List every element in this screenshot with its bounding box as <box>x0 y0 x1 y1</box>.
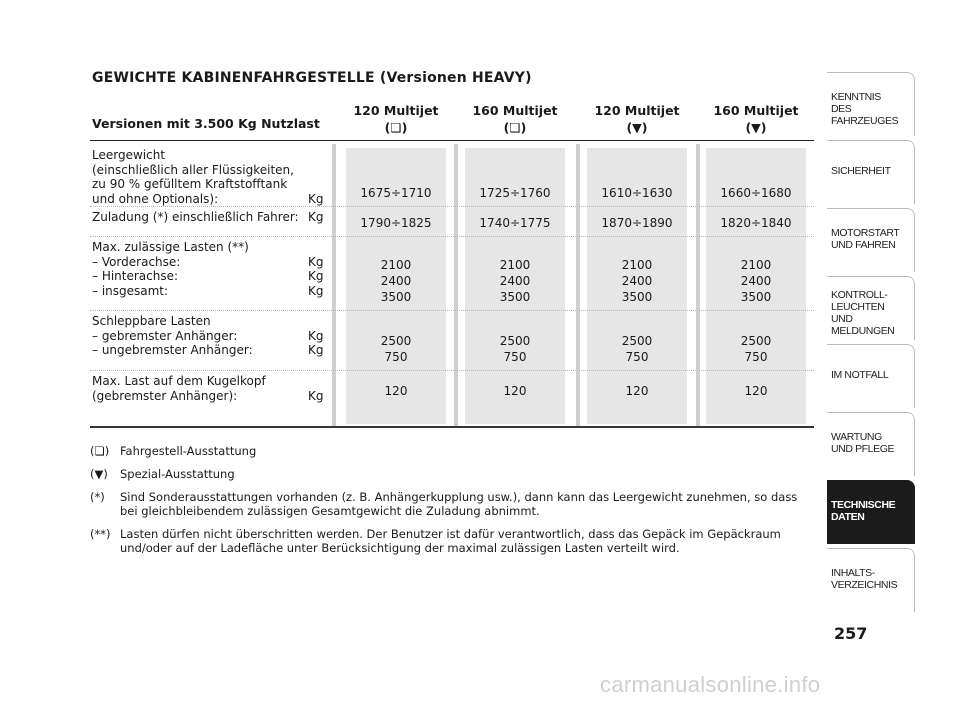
table-cell: 2100 <box>740 258 772 272</box>
row-label-line: – gebremster Anhänger: <box>92 328 238 343</box>
sidebar-tab-label: LEUCHTEN <box>831 301 885 313</box>
table-cell: 1790÷1825 <box>360 216 432 230</box>
table-cell: 120 <box>384 384 408 398</box>
row-label-line: – insgesamt: <box>92 283 169 298</box>
footnote <box>90 444 810 458</box>
table-cell: 2100 <box>621 258 653 272</box>
table-cell: 1610÷1630 <box>601 186 673 200</box>
row-label-line: (gebremster Anhänger): <box>92 388 238 403</box>
row-unit: Kg <box>308 254 324 269</box>
sidebar-tab-label: INHALTS- <box>831 567 875 579</box>
footnotes <box>90 444 810 564</box>
row-rule <box>90 206 814 207</box>
sidebar-tab-im-notfall[interactable] <box>827 344 915 408</box>
sidebar-tab-label: TECHNISCHE <box>831 499 896 511</box>
table-cell: 3500 <box>380 290 412 304</box>
sidebar-tab-label: UND PFLEGE <box>831 443 895 455</box>
page-number: 257 <box>834 624 868 643</box>
row-label-line: Schleppbare Lasten <box>92 314 211 328</box>
table-cell: 750 <box>625 350 649 364</box>
sidebar-tab-label: SICHERHEIT <box>831 165 891 177</box>
row-label-line: (einschließlich aller Flüssigkeiten, <box>92 162 294 177</box>
row-label-line: Zuladung (*) einschließlich Fahrer: <box>92 210 299 224</box>
sidebar-tab-label: MOTORSTART <box>831 227 900 239</box>
footnote-symbol: (*) <box>90 490 105 504</box>
sidebar-tab-label: UND MELDUNGEN <box>831 313 895 337</box>
sidebar-tab-label: DATEN <box>831 511 865 523</box>
sidebar-tab-label: IM NOTFALL <box>831 369 889 381</box>
column-header-model: 120 Multijet <box>353 103 439 118</box>
column-header <box>577 102 697 136</box>
table-cell: 2100 <box>499 258 531 272</box>
row-rule <box>90 370 814 371</box>
column-header-model: 160 Multijet <box>713 103 799 118</box>
table-cell: 1870÷1890 <box>601 216 673 230</box>
row-unit: Kg <box>308 328 324 343</box>
table-cell: 2500 <box>499 334 531 348</box>
table-cell: 2400 <box>740 274 772 288</box>
sidebar-tab-kenntnis-des-fahrzeuges[interactable] <box>827 72 915 136</box>
column-header-variant: (❏) <box>503 120 527 135</box>
header-rule <box>90 140 814 141</box>
footnote-text: Fahrgestell-Ausstattung <box>120 444 257 458</box>
footnote <box>90 467 810 481</box>
version-label: Versionen mit 3.500 Kg Nutzlast <box>92 116 320 131</box>
footnote <box>90 527 810 555</box>
table-cell: 2400 <box>380 274 412 288</box>
footnote-symbol: (**) <box>90 527 111 541</box>
sidebar-tab-label: WARTUNG <box>831 431 882 443</box>
table-cell: 1660÷1680 <box>720 186 792 200</box>
sidebar-tab-sicherheit[interactable] <box>827 140 915 204</box>
row-rule <box>90 236 814 237</box>
table-cell: 3500 <box>621 290 653 304</box>
row-unit: Kg <box>308 283 324 298</box>
sidebar-tab-label: DES FAHRZEUGES <box>831 103 899 127</box>
column-divider <box>454 144 458 426</box>
row-unit: Kg <box>308 269 324 283</box>
column-header-variant: (❏) <box>384 120 408 135</box>
column-header <box>336 102 456 136</box>
sidebar-tab-label: KENNTNIS <box>831 91 881 103</box>
footnote-text: Sind Sonderausstattungen vorhanden (z. B. Anhängerkupplung usw.), dann kann das Leergewicht zunehmen, so dass bei gleichbleibendem zulässigen Gesamtgewicht die Zuladung abnimmt. <box>120 490 798 518</box>
table-cell: 2400 <box>499 274 531 288</box>
table-cell: 1725÷1760 <box>479 186 551 200</box>
column-header <box>455 102 575 136</box>
table-cell: 1740÷1775 <box>479 216 551 230</box>
row-unit: Kg <box>308 191 324 206</box>
table-cell: 750 <box>503 350 527 364</box>
row-label-line: Leergewicht <box>92 148 166 162</box>
row-label-line: zu 90 % gefülltem Kraftstofftank <box>92 177 288 191</box>
column-header-variant: (▼) <box>626 120 648 135</box>
footnote-text: Lasten dürfen nicht überschritten werden. Der Benutzer ist dafür verantwortlich, dass das Gepäck im Gepäckraum und/oder auf der Ladefläche unter Berücksichtigung der maximal zulässigen Lasten verteilt wird. <box>120 527 781 555</box>
row-label-line: Max. zulässige Lasten (**) <box>92 240 249 254</box>
row-label-line: und ohne Optionals): <box>92 191 219 206</box>
watermark: carmanualsonline.info <box>600 672 821 697</box>
table-cell: 2500 <box>740 334 772 348</box>
table-cell: 120 <box>744 384 768 398</box>
column-header-variant: (▼) <box>745 120 767 135</box>
footnote-symbol: (❏) <box>90 444 110 458</box>
row-unit: Kg <box>308 210 324 224</box>
table-cell: 3500 <box>499 290 531 304</box>
sidebar-tab-technische-daten[interactable] <box>827 480 915 544</box>
footnote-symbol: (▼) <box>90 467 108 481</box>
row-label-line: – ungebremster Anhänger: <box>92 343 253 357</box>
sidebar-tab-kontroll-leuchten-und-meldungen[interactable] <box>827 276 915 340</box>
table-cell: 3500 <box>740 290 772 304</box>
table-bottom-rule <box>90 426 814 428</box>
column-header-model: 120 Multijet <box>594 103 680 118</box>
footnote-text: Spezial-Ausstattung <box>120 467 235 481</box>
column-divider <box>696 144 700 426</box>
table-cell: 2500 <box>621 334 653 348</box>
table-cell: 1820÷1840 <box>720 216 792 230</box>
table-cell: 2500 <box>380 334 412 348</box>
row-label-line: – Hinterachse: <box>92 269 179 283</box>
table-cell: 2100 <box>380 258 412 272</box>
sidebar-tab-label: KONTROLL- <box>831 289 888 301</box>
footnote <box>90 490 810 518</box>
weights-table <box>90 96 814 431</box>
sidebar-tab-inhalts-verzeichnis[interactable] <box>827 548 915 612</box>
row-unit: Kg <box>308 388 324 403</box>
row-unit: Kg <box>308 343 324 357</box>
sidebar-tab-wartung-und-pflege[interactable] <box>827 412 915 476</box>
table-cell: 1675÷1710 <box>360 186 432 200</box>
table-cell: 750 <box>384 350 408 364</box>
row-label-line: Max. Last auf dem Kugelkopf <box>92 374 266 388</box>
row-rule <box>90 310 814 311</box>
column-divider <box>576 144 580 426</box>
sidebar-tab-motorstart-und-fahren[interactable] <box>827 208 915 272</box>
column-header-model: 160 Multijet <box>472 103 558 118</box>
table-cell: 750 <box>744 350 768 364</box>
table-cell: 120 <box>625 384 649 398</box>
sidebar-tab-label: UND FAHREN <box>831 239 896 251</box>
row-label-line: – Vorderachse: <box>92 254 181 269</box>
column-divider <box>332 144 336 426</box>
column-header <box>696 102 816 136</box>
section-title: GEWICHTE KABINENFAHRGESTELLE (Versionen HEAVY) <box>92 70 532 86</box>
sidebar-tab-label: VERZEICHNIS <box>831 579 898 591</box>
table-cell: 120 <box>503 384 527 398</box>
table-cell: 2400 <box>621 274 653 288</box>
